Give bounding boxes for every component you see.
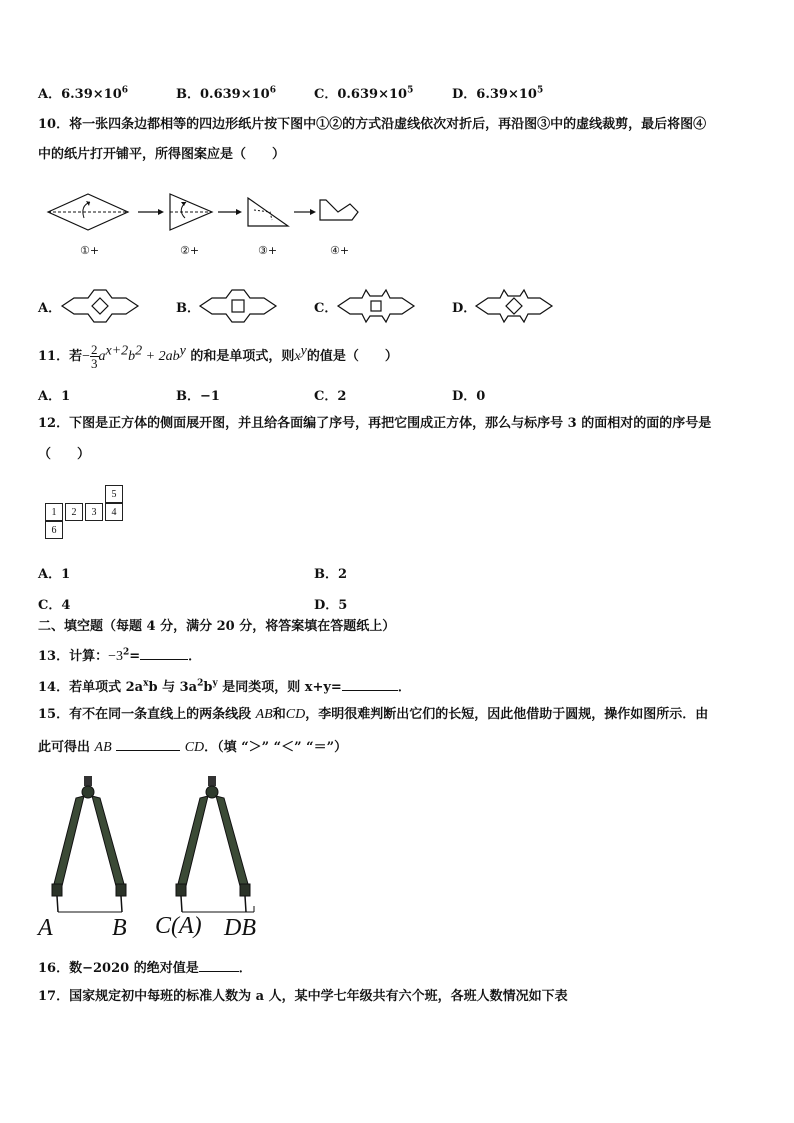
q9-option-a: A．$6.39\times 10^6$ (38, 85, 129, 102)
q10-option-d-label: D． (452, 301, 477, 316)
label-c-a: C(A) (155, 913, 202, 939)
q16-answer-blank (199, 958, 239, 972)
q12-option-b: B．2 (314, 567, 348, 582)
q10-option-c-shape (336, 286, 416, 326)
compass-left (52, 776, 126, 912)
q11-option-d: D．0 (452, 389, 486, 404)
q11-fraction: $\frac{2}{3}$ (91, 342, 98, 371)
cube-face-4: 4 (105, 503, 123, 521)
q12-option-d: D．5 (314, 598, 348, 613)
q16-stem: 16．数−2020 的绝对值是 ． (38, 958, 252, 978)
q14-stem: 14．若单项式 $2a^xb$ 与 $3a^2b^y$ 是同类项，则 x+y= ． (38, 678, 411, 695)
step2-label: ②+ (180, 244, 200, 257)
compass-right (176, 776, 254, 912)
label-b: B (112, 915, 127, 941)
q17-stem: 17．国家规定初中每班的标准人数为 a 人，某中学七年级共有六个班，各班人数情况如下表 (38, 989, 568, 1004)
step3-label: ③+ (258, 244, 278, 257)
label-a: A (38, 915, 53, 941)
q11-option-c: C．2 (314, 389, 347, 404)
q15-stem-line1: 15．有不在同一条直线上的两条线段 AB和CD，李明很难判断出它们的长短，因此他借助于圆规，操作如图所示．由 (38, 707, 709, 722)
q11-option-b: B．−1 (176, 389, 220, 404)
q9-option-c: C．$0.639\times 10^5$ (314, 85, 414, 102)
step4-cut-shape (320, 200, 358, 220)
q9-option-d: D．$6.39\times 10^5$ (452, 85, 544, 102)
q15-stem-line2: 此可得出 AB CD．（填 “＞” “＜” “＝”） (38, 737, 347, 757)
q12-option-a: A．1 (38, 567, 71, 582)
q10-option-d-shape (474, 286, 554, 326)
step4-label: ④+ (330, 244, 350, 257)
q12-option-c: C．4 (38, 598, 71, 613)
cube-net-figure (45, 485, 125, 541)
section-2-heading: 二、填空题（每题 4 分，满分 20 分，将答案填在答题纸上） (38, 619, 396, 634)
q10-stem-line2: 中的纸片打开铺平，所得图案应是（ ） (38, 147, 286, 162)
q9-option-b: B．$0.639\times 10^6$ (176, 85, 276, 102)
q13-stem: 13．计算：$-3^2=$ ． (38, 647, 202, 664)
q10-option-c-label: C． (314, 301, 338, 316)
q11-option-a: A．1 (38, 389, 71, 404)
compass-figure (40, 772, 270, 922)
q11-stem: 11．若− $\frac{2}{3}$ $a^{x+2}b^2 + 2ab^y$ 的和是单项式，则$x^y$的值是（ ） (38, 342, 398, 371)
label-d-b: DB (224, 915, 256, 941)
cube-face-5: 5 (105, 485, 123, 503)
q14-answer-blank (342, 677, 398, 691)
cube-face-2: 2 (65, 503, 83, 521)
cube-face-6: 6 (45, 521, 63, 539)
q10-stem-line1: 10．将一张四条边都相等的四边形纸片按下图中①②的方式沿虚线依次对折后，再沿图③中的虚线裁剪，最后将图④ (38, 117, 707, 132)
q12-stem-line2: （ ） (38, 447, 91, 462)
q10-option-a-shape (60, 286, 140, 326)
q12-stem-line1: 12．下图是正方体的侧面展开图，并且给各面编了序号，再把它围成正方体，那么与标序号 3 的面相对的面的序号是 (38, 416, 712, 431)
q10-option-a-label: A． (38, 301, 62, 316)
step1-label: ①+ (80, 244, 100, 257)
q15-answer-blank (116, 737, 180, 751)
cube-face-1: 1 (45, 503, 63, 521)
q13-answer-blank (140, 646, 188, 660)
q10-option-b-label: B． (176, 301, 200, 316)
step3-triangle (248, 198, 288, 226)
q10-option-b-shape (198, 286, 278, 326)
step3-cut-line (254, 210, 272, 220)
cube-face-3: 3 (85, 503, 103, 521)
